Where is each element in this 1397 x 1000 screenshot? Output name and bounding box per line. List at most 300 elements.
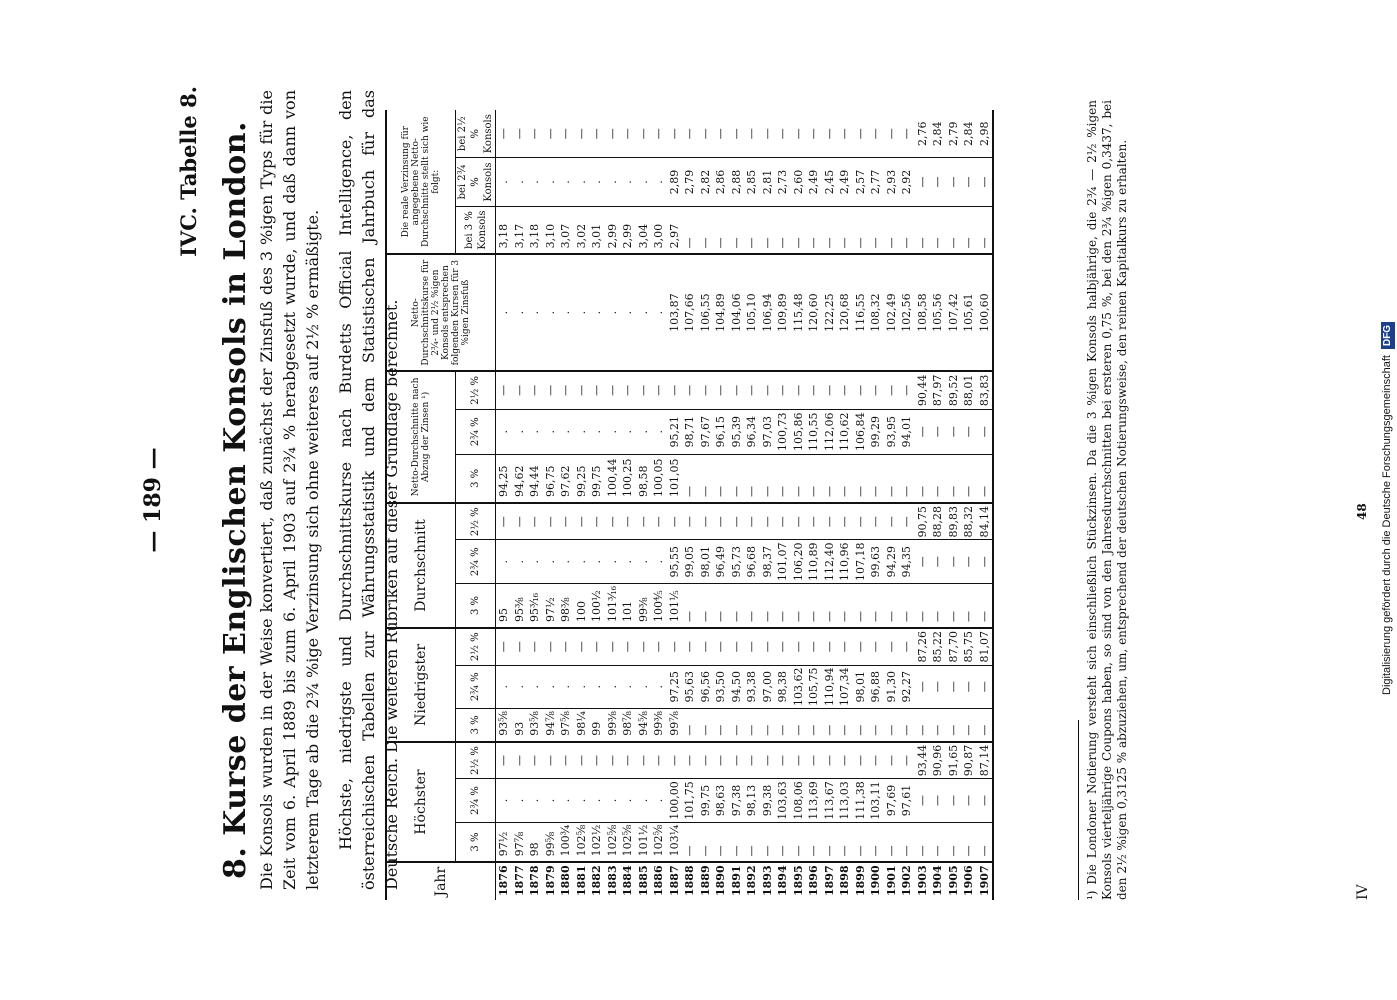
table-cell: 100 [574, 583, 590, 628]
table-cell: 107,42 [946, 254, 962, 371]
table-row [760, 110, 776, 900]
table-cell: — [961, 822, 977, 862]
table-cell: 99⅜ [636, 583, 652, 628]
table-cell: — [806, 454, 822, 503]
table-cell: 97,03 [760, 409, 776, 454]
table-cell: 99 [589, 709, 605, 742]
table-cell: — [667, 503, 683, 540]
year-cell: 1886 [651, 862, 667, 900]
table-cell: . [527, 409, 543, 454]
table-cell: 101,07 [775, 540, 791, 584]
table-cell: — [574, 742, 590, 779]
table-cell: . [636, 409, 652, 454]
table-cell: 92,27 [899, 665, 915, 709]
table-cell: — [558, 628, 574, 665]
sub-header: bei 2¾ % Konsols [456, 158, 496, 206]
table-cell: 90,87 [961, 742, 977, 779]
table-cell: . [512, 779, 528, 823]
table-cell: 2,79 [946, 110, 962, 158]
table-cell: 95⅜ [512, 583, 528, 628]
table-cell: — [899, 110, 915, 158]
table-cell: — [744, 454, 760, 503]
year-cell: 1904 [930, 862, 946, 900]
table-cell: — [698, 110, 714, 158]
table-cell: — [946, 454, 962, 503]
table-cell: — [527, 503, 543, 540]
sub-header: 2½ % [456, 742, 496, 779]
dfg-logo: DFG [1381, 322, 1395, 349]
table-cell: . [527, 158, 543, 206]
table-cell: — [760, 822, 776, 862]
footnote-rule [1078, 720, 1079, 900]
table-cell: — [698, 628, 714, 665]
table-cell: . [651, 158, 667, 206]
table-cell: 115,48 [791, 254, 807, 371]
table-cell: 96,49 [713, 540, 729, 584]
table-row [543, 110, 559, 900]
table-cell: 2,93 [884, 158, 900, 206]
table-cell: — [884, 110, 900, 158]
table-cell: . [496, 409, 512, 454]
table-cell: 99⅜ [651, 709, 667, 742]
year-cell: 1884 [620, 862, 636, 900]
table-cell: — [698, 709, 714, 742]
table-cell: . [512, 158, 528, 206]
table-cell: — [977, 822, 994, 862]
table-cell: — [822, 454, 838, 503]
table-cell: 94,25 [496, 454, 512, 503]
table-cell: 103,11 [868, 779, 884, 823]
table-cell: 106,94 [760, 254, 776, 371]
table-cell: — [605, 503, 621, 540]
table-cell: 87,26 [915, 628, 931, 665]
table-cell: . [605, 779, 621, 823]
table-cell: 83,83 [977, 371, 994, 409]
table-cell: — [667, 110, 683, 158]
table-cell: — [930, 540, 946, 584]
year-cell: 1905 [946, 862, 962, 900]
table-cell: 97,62 [558, 454, 574, 503]
year-cell: 1880 [558, 862, 574, 900]
table-cell: — [806, 583, 822, 628]
table-cell: 110,96 [837, 540, 853, 584]
table-cell: — [651, 110, 667, 158]
year-cell: 1882 [589, 862, 605, 900]
table-cell: 98,13 [744, 779, 760, 823]
table-cell: — [868, 709, 884, 742]
table-cell: 97,25 [667, 665, 683, 709]
sub-header: 2¾ % [456, 779, 496, 823]
table-cell: — [496, 503, 512, 540]
year-cell: 1895 [791, 862, 807, 900]
year-cell: 1889 [698, 862, 714, 900]
year-cell: 1894 [775, 862, 791, 900]
table-cell: — [977, 779, 994, 823]
signature-number: 48 [1355, 503, 1369, 520]
year-cell: 1878 [527, 862, 543, 900]
table-cell: . [543, 665, 559, 709]
table-cell: — [806, 503, 822, 540]
table-cell: 84,14 [977, 503, 994, 540]
table-cell: — [946, 779, 962, 823]
table-cell: . [558, 665, 574, 709]
table-cell: — [651, 371, 667, 409]
table-cell: — [636, 371, 652, 409]
year-cell: 1887 [667, 862, 683, 900]
sub-header: 2½ % [456, 503, 496, 540]
table-cell: 107,18 [853, 540, 869, 584]
table-cell: . [605, 158, 621, 206]
table-cell: — [744, 110, 760, 158]
table-cell: — [837, 628, 853, 665]
table-cell: 105,86 [791, 409, 807, 454]
table-cell: — [589, 742, 605, 779]
table-cell: — [791, 371, 807, 409]
table-cell: 2,84 [961, 110, 977, 158]
table-cell: . [512, 254, 528, 371]
intro-paragraph-2: Höchste, niedrigste und Durchschnittskurse nach Burdetts Official Intelligence, den österreichischen Tabellen zur Währungsstatistik und dem Statistischen Jahrbuch für das Deutsche Reich. Die weiteren Rubriken auf dieser Grundlage berechnet. [336, 90, 401, 890]
table-cell: 99⅞ [667, 709, 683, 742]
table-cell: 98,58 [636, 454, 652, 503]
table-cell: — [961, 540, 977, 584]
table-cell: . [574, 409, 590, 454]
table-cell: 103,62 [791, 665, 807, 709]
table-cell: — [589, 371, 605, 409]
table-cell: 98⅞ [620, 709, 636, 742]
table-cell: — [915, 709, 931, 742]
table-cell: . [543, 158, 559, 206]
table-cell: — [682, 454, 698, 503]
table-row [698, 110, 714, 900]
table-cell: 108,58 [915, 254, 931, 371]
table-cell: . [589, 158, 605, 206]
table-cell: 2,84 [930, 110, 946, 158]
header-verzinsung: Die reale Verzinsung für angegebene Netto-Durchschnitte stellt sich wie folgt: [386, 110, 456, 254]
year-cell: 1879 [543, 862, 559, 900]
table-cell: — [682, 371, 698, 409]
table-row [899, 110, 915, 900]
sub-header: 3 % [456, 454, 496, 503]
table-cell: — [806, 742, 822, 779]
table-cell: — [527, 628, 543, 665]
table-cell: — [868, 503, 884, 540]
table-row [915, 110, 931, 900]
table-cell: — [760, 709, 776, 742]
table-cell: . [620, 409, 636, 454]
table-cell: — [760, 628, 776, 665]
table-cell: — [884, 822, 900, 862]
table-cell: 97⅝ [558, 709, 574, 742]
table-cell: — [899, 628, 915, 665]
table-cell: — [915, 409, 931, 454]
table-cell: 93⅝ [527, 709, 543, 742]
year-cell: 1888 [682, 862, 698, 900]
table-body [496, 110, 994, 900]
table-cell: 98,63 [713, 779, 729, 823]
table-cell: — [760, 742, 776, 779]
table-cell: 3,02 [574, 206, 590, 254]
table-cell: 93,95 [884, 409, 900, 454]
table-cell: — [791, 110, 807, 158]
table-cell: — [806, 371, 822, 409]
table-cell: 3,18 [527, 206, 543, 254]
table-row [558, 110, 574, 900]
table-cell: 2,76 [915, 110, 931, 158]
table-cell: . [496, 665, 512, 709]
table-cell: — [682, 503, 698, 540]
table-cell: . [512, 540, 528, 584]
table-cell: 105,10 [744, 254, 760, 371]
table-row [977, 110, 994, 900]
table-cell: — [946, 409, 962, 454]
table-row [961, 110, 977, 900]
header-durchschnitt: Durchschnitt [386, 503, 456, 628]
table-cell: 93,38 [744, 665, 760, 709]
table-cell: 99⅜ [605, 709, 621, 742]
table-cell: 2,79 [682, 158, 698, 206]
table-cell: — [574, 110, 590, 158]
table-cell: — [729, 709, 745, 742]
table-cell: — [930, 158, 946, 206]
table-cell: — [837, 503, 853, 540]
table-cell: — [775, 628, 791, 665]
table-cell: 2,89 [667, 158, 683, 206]
table-row [946, 110, 962, 900]
table-cell: — [574, 503, 590, 540]
table-cell: 108,06 [791, 779, 807, 823]
table-row [605, 110, 621, 900]
table-cell: — [729, 742, 745, 779]
table-cell: — [589, 503, 605, 540]
table-cell: . [558, 540, 574, 584]
table-cell: — [713, 822, 729, 862]
table-cell: 91,30 [884, 665, 900, 709]
table-cell: — [682, 742, 698, 779]
table-cell: 89,52 [946, 371, 962, 409]
table-cell: 3,18 [496, 206, 512, 254]
table-cell: — [806, 110, 822, 158]
table-cell: — [837, 583, 853, 628]
table-cell: 103,63 [775, 779, 791, 823]
table-cell: — [822, 709, 838, 742]
table-cell: — [543, 742, 559, 779]
table-cell: — [868, 628, 884, 665]
table-cell: — [775, 822, 791, 862]
table-cell: — [698, 503, 714, 540]
table-row [620, 110, 636, 900]
table-cell: — [620, 628, 636, 665]
table-cell: — [729, 628, 745, 665]
table-cell: 98,71 [682, 409, 698, 454]
table-cell: 100,60 [977, 254, 994, 371]
table-cell: . [527, 254, 543, 371]
table-cell: 2,45 [822, 158, 838, 206]
year-cell: 1897 [822, 862, 838, 900]
table-cell: 95,73 [729, 540, 745, 584]
table-cell: — [930, 206, 946, 254]
table-cell: — [822, 371, 838, 409]
table-cell: 104,89 [713, 254, 729, 371]
table-cell: 94,62 [512, 454, 528, 503]
table-cell: — [899, 709, 915, 742]
table-cell: . [636, 779, 652, 823]
table-cell: . [589, 665, 605, 709]
table-cell: 3,07 [558, 206, 574, 254]
table-cell: . [574, 540, 590, 584]
table-cell: — [682, 709, 698, 742]
table-row [775, 110, 791, 900]
table-cell: 106,55 [698, 254, 714, 371]
table-cell: 2,85 [744, 158, 760, 206]
sub-header: 2¾ % [456, 409, 496, 454]
table-cell: 81,07 [977, 628, 994, 665]
table-cell: — [806, 206, 822, 254]
table-cell: 95³⁄₁₆ [527, 583, 543, 628]
sub-header: 2½ % [456, 628, 496, 665]
table-cell: — [744, 371, 760, 409]
table-cell: — [744, 583, 760, 628]
table-cell: 111,38 [853, 779, 869, 823]
table-cell: 2,49 [837, 158, 853, 206]
table-cell: — [543, 628, 559, 665]
table-cell: — [682, 822, 698, 862]
table-cell: — [543, 110, 559, 158]
table-cell: . [496, 254, 512, 371]
header-netto-kurse: Netto-Durchschnittskurse für 2¾- und 2½ %igen Konsols entsprechen folgenden Kursen für 3 %igen Zinsfuß [386, 254, 496, 371]
table-cell: — [543, 371, 559, 409]
table-cell: 3,01 [589, 206, 605, 254]
table-row [574, 110, 590, 900]
table-cell: — [558, 742, 574, 779]
table-cell: — [744, 628, 760, 665]
table-cell: — [884, 454, 900, 503]
table-cell: — [760, 503, 776, 540]
table-cell: 105,75 [806, 665, 822, 709]
table-cell: 99,05 [682, 540, 698, 584]
table-cell: — [496, 742, 512, 779]
intro-paragraph-1: Die Konsols wurden in der Weise konvertiert, daß zunächst der Zinsfuß des 3 %igen Typs für die Zeit vom 6. April 1889 bis zum 6. April 1903 auf 2¾ % herabgesetzt wurde, und daß dann von letzterem Tage ab die 2¾ %ige Verzinsung sich ohne weiteres auf 2½ % ermäßigte. [257, 90, 322, 890]
table-cell: — [651, 503, 667, 540]
table-cell: 93,44 [915, 742, 931, 779]
table-cell: . [543, 254, 559, 371]
table-cell: . [620, 158, 636, 206]
table-cell: — [512, 503, 528, 540]
table-cell: — [527, 371, 543, 409]
table-cell: 2,81 [760, 158, 776, 206]
table-cell: 113,03 [837, 779, 853, 823]
table-cell: 110,94 [822, 665, 838, 709]
table-row [527, 110, 543, 900]
table-cell: 3,17 [512, 206, 528, 254]
table-cell: — [667, 371, 683, 409]
table-cell: 96,68 [744, 540, 760, 584]
table-cell: 94⅞ [543, 709, 559, 742]
table-cell: — [496, 371, 512, 409]
table-cell: 100,05 [651, 454, 667, 503]
table-cell: — [930, 409, 946, 454]
credit-line [1377, 0, 1397, 1000]
table-cell: — [651, 742, 667, 779]
year-cell: 1890 [713, 862, 729, 900]
table-cell: 94,35 [899, 540, 915, 584]
table-row [744, 110, 760, 900]
table-cell: — [884, 709, 900, 742]
table-cell: 90,75 [915, 503, 931, 540]
table-cell: 91,65 [946, 742, 962, 779]
table-cell: 101⅕ [667, 583, 683, 628]
table-cell: — [853, 454, 869, 503]
table-cell: 93⅝ [496, 709, 512, 742]
table-cell: . [620, 665, 636, 709]
table-cell: — [946, 206, 962, 254]
table-cell: — [899, 503, 915, 540]
table-cell: — [744, 206, 760, 254]
year-cell: 1896 [806, 862, 822, 900]
table-cell: 102⅝ [605, 822, 621, 862]
table-cell: 108,32 [868, 254, 884, 371]
table-cell: — [682, 110, 698, 158]
table-cell: 105,56 [930, 254, 946, 371]
year-cell: 1900 [868, 862, 884, 900]
table-cell: — [977, 665, 994, 709]
table-cell: . [636, 254, 652, 371]
header-niedrigster: Niedrigster [386, 628, 456, 742]
table-cell: 110,89 [806, 540, 822, 584]
table-cell: — [930, 583, 946, 628]
table-cell: 3,04 [636, 206, 652, 254]
year-cell: 1892 [744, 862, 760, 900]
table-cell: 97,67 [698, 409, 714, 454]
table-cell: 90,44 [915, 371, 931, 409]
table-cell: . [527, 665, 543, 709]
table-cell: . [527, 540, 543, 584]
year-cell: 1885 [636, 862, 652, 900]
table-cell: — [636, 742, 652, 779]
table-cell: 100,25 [620, 454, 636, 503]
table-cell: — [946, 158, 962, 206]
section-label: IVC. Tabelle 8. [176, 86, 201, 257]
year-cell: 1876 [496, 862, 512, 900]
table-cell: . [527, 779, 543, 823]
table-cell: — [977, 454, 994, 503]
table-cell: 94,50 [729, 665, 745, 709]
table-cell: — [698, 206, 714, 254]
table-cell: 96,56 [698, 665, 714, 709]
table-cell: 100,73 [775, 409, 791, 454]
table-cell: — [899, 583, 915, 628]
table-cell: — [961, 583, 977, 628]
table-cell: — [729, 503, 745, 540]
table-cell: — [744, 822, 760, 862]
table-cell: — [868, 583, 884, 628]
table-cell: 122,25 [822, 254, 838, 371]
table-cell: 2,97 [667, 206, 683, 254]
table-cell: — [961, 665, 977, 709]
table-cell: — [884, 371, 900, 409]
table-cell: — [698, 742, 714, 779]
table-cell: . [558, 409, 574, 454]
year-cell: 1883 [605, 862, 621, 900]
table-cell: 106,20 [791, 540, 807, 584]
table-cell: — [574, 628, 590, 665]
table-cell: 93 [512, 709, 528, 742]
table-cell: — [853, 110, 869, 158]
table-cell: — [713, 709, 729, 742]
table-cell: — [791, 583, 807, 628]
table-cell: — [915, 158, 931, 206]
table-cell: — [791, 742, 807, 779]
table-cell: — [605, 110, 621, 158]
